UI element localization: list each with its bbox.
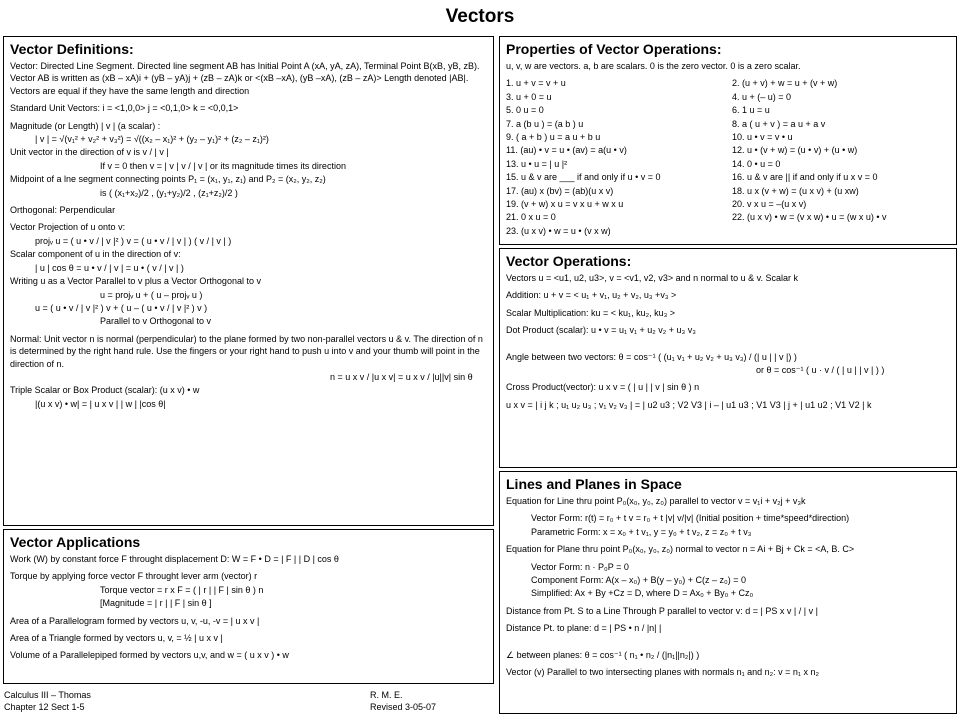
property-item: 1. u + v = v + u [506,78,566,89]
definition-line: |(u x v) • w| = | u x v | | w | |cos θ| [35,398,166,409]
property-item: 20. v x u = –(u x v) [732,199,807,210]
properties-panel [499,36,957,245]
application-line: Torque vector = r x F = ( | r | | F | sin θ ) n [100,584,264,595]
lines-planes-line: Equation for Line thru point P₀(x₀, y₀, z₀) parallel to vector v = v₁i + v₂j + v₃k [506,496,806,506]
definition-line: Unit vector in the direction of v is v / | v | [10,147,169,158]
lines-planes-panel [499,471,957,714]
operations-panel [499,248,957,468]
operation-line: Vectors u = <u1, u2, u3>, v = <v1, v2, v3> and n normal to u & v. Scalar k [506,273,799,283]
page-title: Vectors [445,6,515,27]
property-item: 15. u & v are ___ if and only if u • v = 0 [506,172,661,183]
property-item: 16. u & v are || if and only if u x v = 0 [732,172,878,183]
application-line: [Magnitude = | r | | F | sin θ ] [100,598,212,609]
property-item: 7. a (b u ) = (a b ) u [506,118,584,129]
operation-line: Cross Product(vector): u x v = ( | u | | v | sin θ ) n [506,382,700,393]
property-item: 4. u + (– u) = 0 [732,91,792,102]
footer-revised: Revised 3-05-07 [370,702,437,713]
definition-line: Orthogonal: Perpendicular [10,205,116,216]
property-item: 3. u + 0 = u [506,91,552,102]
definition-line: u = projᵥ u + ( u – projᵥ u ) [100,289,203,300]
definitions-panel [3,36,494,526]
definition-line: Midpoint of a lne segment connecting points P₁ = (x₁, y₁, z₁) and P₂ = (x₂, y₂, z₂) [10,174,326,185]
property-item: 21. 0 x u = 0 [506,212,556,223]
definition-line: n = u x v / |u x v| = u x v / |u||v| sin θ [330,371,473,382]
operation-line: u x v = | i j k ; u₁ u₂ u₃ ; v₁ v₂ v₃ | = | u2 u3 ; V2 V3 | i – | u1 u3 ; V1 V3 | j + | u1 u2 ; V1 V2 | k [506,399,872,410]
properties-heading: Properties of Vector Operations: [506,41,722,57]
property-item: 2. (u + v) + w = u + (v + w) [732,78,838,89]
definition-line: Magnitude (or Length) | v | (a scalar) : [10,120,161,131]
operation-line: or θ = cos⁻¹ ( u · v / ( | u | | v | ) ) [756,365,885,376]
definition-line: | u | cos θ = u • v / | v | = u • ( v / | v | ) [35,262,184,273]
lines-planes-line: Vector Form: r(t) = r₀ + t v = r₀ + t |v| v/|v| (Initial position + time*speed*direction) [531,513,850,524]
lines-planes-line: Vector Form: n · P₀P = 0 [531,561,629,572]
footer-right [370,689,436,713]
property-item: 22. (u x v) • w = (v x w) • u = (w x u) • v [732,212,887,223]
lines-planes-line: Distance Pt. to plane: d = | PS • n / |n| | [506,623,662,634]
operation-line: Angle between two vectors: θ = cos⁻¹ ( (u₁ v₁ + u₂ v₂ + u₃ v₃) / (| u | | v |) ) [506,351,797,362]
definition-line: Standard Unit Vectors: i = <1,0,0> j = <0,1,0> k = <0,0,1> [10,103,239,114]
definition-line: Scalar component of u in the direction of v: [10,249,181,260]
property-item: 18. u x (v + w) = (u x v) + (u xw) [732,185,859,196]
property-item: 5. 0 u = 0 [506,105,544,116]
definition-line: | v | = √(v₁² + v₂² + v₃²) = √((x₂ – x₁)² + (y₂ – y₁)² + (z₂ – z₁)²) [35,134,269,145]
definition-line: If v = 0 then v = | v | v / | v | or its magnitude times its direction [100,160,346,171]
property-item: 14. 0 • u = 0 [732,158,781,169]
footer-author: R. M. E. [370,690,403,700]
lines-planes-line: Simplified: Ax + By +Cz = D, where D = Ax₀ + By₀ + Cz₀ [531,588,754,599]
property-item: 23. (u x v) • w = u • (v x w) [506,225,611,236]
footer-course: Calculus III – Thomas [4,690,91,700]
application-line: Area of a Triangle formed by vectors u, v, = ½ | u x v | [10,633,223,644]
application-line: Work (W) by constant force F throught displacement D: W = F • D = | F | | D | cos θ [10,554,339,564]
property-item: 10. u • v = v • u [732,132,793,143]
lines-planes-line: Equation for Plane thru point P₀(x₀, y₀, z₀) normal to vector n = Ai + Bj + Ck = <A, B. C> [506,544,855,555]
definition-line: Normal: Unit vector n is normal (perpendicular) to the plane formed by two non-parallel vectors u & v. The direction of n is determined by the right hand rule. Use the fingers or your right hand to push u into v and your thumb will point in the direction of n. [10,333,483,369]
definition-line: Triple Scalar or Box Product (scalar): (u x v) • w [10,385,200,396]
property-item: 19. (v + w) x u = v x u + w x u [506,199,624,210]
lines-planes-heading: Lines and Planes in Space [506,476,682,492]
lines-planes-line: Vector (v) Parallel to two intersecting planes with normals n₁ and n₂: v = n₁ x n₂ [506,667,819,678]
lines-planes-line: Component Form: A(x – x₀) + B(y – y₀) + C(z – z₀) = 0 [531,575,747,586]
property-item: 9. ( a + b ) u = a u + b u [506,132,601,143]
property-item: 8. a ( u + v ) = a u + a v [732,118,826,129]
application-line: Volume of a Parallelepiped formed by vectors u,v, and w = ( u x v ) • w [10,650,289,661]
operation-line: Scalar Multiplication: ku = < ku₁, ku₂, ku₃ > [506,307,676,318]
operation-line: Dot Product (scalar): u • v = u₁ v₁ + u₂ v₂ + u₃ v₃ [506,325,696,336]
operations-heading: Vector Operations: [506,253,632,269]
lines-planes-line: ∠ between planes: θ = cos⁻¹ ( n₁ • n₂ / (|n₁||n₂|) ) [506,649,700,660]
application-line: Torque by applying force vector F throught lever arm (vector) r [10,571,258,582]
application-line: Area of a Parallelogram formed by vectors u, v, -u, -v = | u x v | [10,615,260,626]
definitions-heading: Vector Definitions: [10,41,134,57]
definition-line: u = ( u • v / | v |² ) v + ( u – ( u • v / | v |² ) v ) [35,302,208,313]
property-item: 6. 1 u = u [732,105,770,116]
footer-chapter: Chapter 12 Sect 1-5 [4,702,85,713]
footer-left [4,689,91,713]
properties-intro: u, v, w are vectors. a, b are scalars. 0 is the zero vector. 0 is a zero scalar. [506,61,801,71]
definition-line: Writing u as a Vector Parallel to v plus a Vector Orthogonal to v [10,276,261,287]
property-item: 12. u • (v + w) = (u • v) + (u • w) [732,145,858,156]
definition-line: Parallel to v Orthogonal to v [100,316,212,327]
operation-line: Addition: u + v = < u₁ + v₁, u₂ + v₂, u₃ +v₃ > [506,290,677,301]
lines-planes-line: Distance from Pt. S to a Line Through P parallel to vector v: d = | PS x v | / | v | [506,605,818,616]
definition-line: projᵥ u = ( u • v / | v |² ) v = ( u • v / | v | ) ( v / | v | ) [35,235,232,246]
property-item: 17. (au) x (bv) = (ab)(u x v) [506,185,614,196]
lines-planes-line: Parametric Form: x = x₀ + t v₁, y = y₀ + t v₂, z = z₀ + t v₃ [531,526,752,537]
applications-panel [3,529,494,684]
definition-line: Vector Projection of u onto v: [10,222,126,233]
definition-line: is ( (x₁+x₂)/2 , (y₁+y₂)/2 , (z₁+z₂)/2 ) [100,187,238,198]
applications-heading: Vector Applications [10,534,141,550]
property-item: 11. (au) • v = u • (av) = a(u • v) [506,145,627,156]
property-item: 13. u • u = | u |² [506,158,568,169]
definition-line: Vector: Directed Line Segment. Directed line segment AB has Initial Point A (xA, yA, zA), Terminal Point B(xB, yB, zB). Vector AB is written as (xB – xA)i + (yB – yA)j + (zB – zA)k or <(xB –xA), (yB –xA), (zB – zA)> Length denoted |AB|. Vectors are equal if they have the same length and direction [10,61,480,96]
